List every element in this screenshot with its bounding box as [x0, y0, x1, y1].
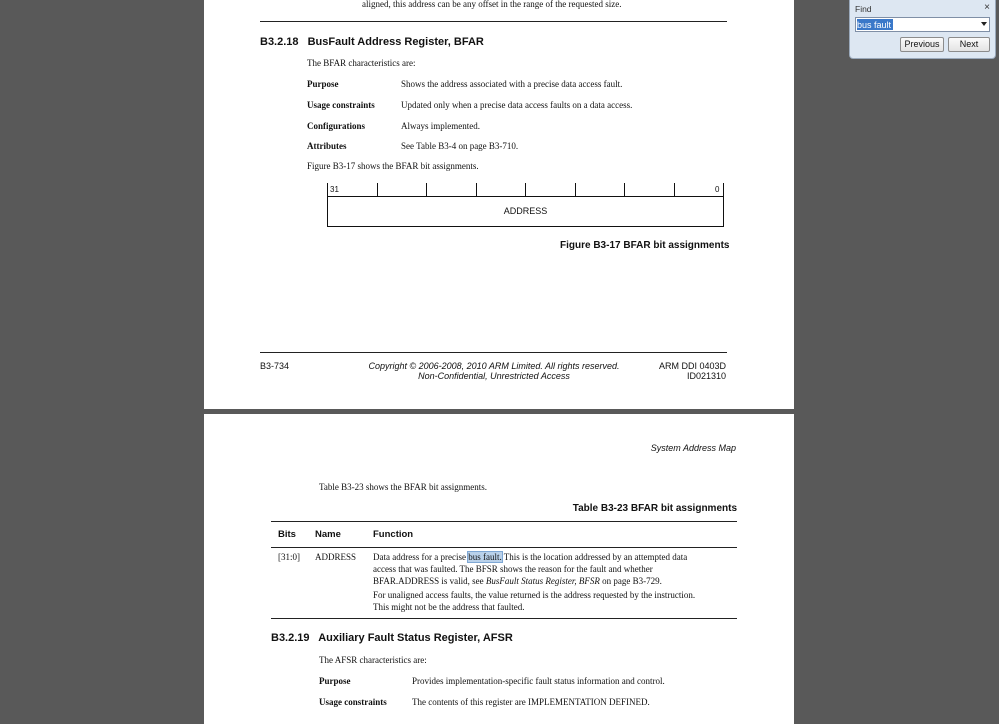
find-title: Find	[855, 4, 872, 14]
chevron-down-icon[interactable]	[981, 22, 987, 26]
bit-tick	[476, 183, 477, 196]
footer-access: Non-Confidential, Unrestricted Access	[418, 371, 570, 381]
footer-copyright: Copyright © 2006-2008, 2010 ARM Limited. All rights reserved.	[368, 361, 620, 371]
def-label: Attributes	[307, 141, 347, 151]
footer-doc-id: ARM DDI 0403D	[658, 361, 726, 371]
bit-tick	[426, 183, 427, 196]
section-heading	[260, 36, 484, 48]
find-input[interactable]	[857, 19, 975, 30]
bit-tick	[674, 183, 675, 196]
footer-copyright-block	[344, 361, 644, 381]
function-text: This is the location addressed by an attempted data	[501, 552, 688, 562]
section-title: Auxiliary Fault Status Register, AFSR	[318, 632, 513, 644]
figure-caption: Figure B3-17 BFAR bit assignments	[560, 240, 730, 251]
section-title: BusFault Address Register, BFAR	[307, 36, 484, 48]
function-line	[373, 551, 735, 563]
footer-page-number: B3-734	[260, 361, 290, 371]
def-value: Always implemented.	[401, 121, 480, 131]
column-header-bits: Bits	[278, 529, 296, 540]
section-number: B3.2.18	[260, 36, 299, 48]
previous-button[interactable]: Previous	[900, 37, 944, 52]
paragraph-continued	[362, 0, 782, 10]
cell-function	[373, 551, 735, 613]
table-bottom-rule	[271, 618, 737, 619]
column-header-name: Name	[315, 529, 341, 540]
cross-reference-link[interactable]: BusFault Status Register, BFSR	[485, 576, 600, 586]
intro-text: The BFAR characteristics are:	[307, 58, 416, 68]
next-button[interactable]: Next	[948, 37, 990, 52]
function-text: Data address for a precise	[373, 552, 469, 562]
document-page-1	[204, 0, 794, 409]
def-value: Updated only when a precise data access faults on a data access.	[401, 100, 633, 110]
table-reference: Table B3-23 shows the BFAR bit assignments.	[319, 482, 487, 492]
function-text: BFAR.ADDRESS is valid, see	[373, 576, 486, 586]
section-heading	[271, 632, 513, 644]
bit-tick	[525, 183, 526, 196]
footer-doc-block	[624, 361, 726, 381]
function-text: on page B3-729.	[599, 576, 662, 586]
bit-tick	[723, 183, 724, 196]
bit-tick	[575, 183, 576, 196]
table-top-rule	[271, 521, 737, 522]
def-value: Provides implementation-specific fault status information and control.	[412, 676, 665, 686]
figure-reference: Figure B3-17 shows the BFAR bit assignments.	[307, 161, 479, 171]
def-label: Usage constraints	[307, 100, 375, 110]
cell-name: ADDRESS	[315, 552, 357, 562]
intro-text: The AFSR characteristics are:	[319, 655, 427, 665]
footer-issue-id: ID021310	[686, 371, 726, 381]
def-value: The contents of this register are IMPLEMENTATION DEFINED.	[412, 697, 650, 707]
divider	[260, 21, 727, 22]
def-label: Purpose	[307, 79, 339, 89]
def-label: Purpose	[319, 676, 351, 686]
field-name: ADDRESS	[503, 206, 548, 216]
table-header-rule	[271, 547, 737, 548]
find-combobox[interactable]	[855, 17, 990, 32]
section-number: B3.2.19	[271, 632, 310, 644]
find-dialog	[849, 0, 996, 59]
search-highlight: bus fault.	[468, 552, 502, 562]
def-label: Configurations	[307, 121, 366, 131]
bit-number-low: 0	[715, 185, 720, 194]
page-header: System Address Map	[650, 443, 736, 453]
register-field-box	[327, 196, 724, 227]
function-line: For unaligned access faults, the value returned is the address requested by the instruction.	[373, 590, 696, 600]
cell-bits: [31:0]	[278, 552, 300, 562]
column-header-function: Function	[373, 529, 414, 540]
text-line: aligned, this address can be any offset in the range of the requested size.	[362, 0, 622, 9]
bit-tick	[327, 183, 328, 196]
function-line	[373, 575, 735, 587]
document-page-2	[204, 414, 794, 724]
bit-tick	[377, 183, 378, 196]
table-caption: Table B3-23 BFAR bit assignments	[572, 503, 737, 514]
function-line: access that was faulted. The BFSR shows the reason for the fault and whether	[373, 564, 653, 574]
footer-divider	[260, 352, 727, 353]
def-value: See Table B3-4 on page B3-710.	[401, 141, 519, 151]
close-icon[interactable]: ×	[984, 2, 990, 13]
bit-number-high: 31	[330, 185, 339, 194]
bit-tick	[624, 183, 625, 196]
def-value: Shows the address associated with a precise data access fault.	[401, 79, 623, 89]
function-line: This might not be the address that faulted.	[373, 602, 525, 612]
def-label: Usage constraints	[319, 697, 387, 707]
